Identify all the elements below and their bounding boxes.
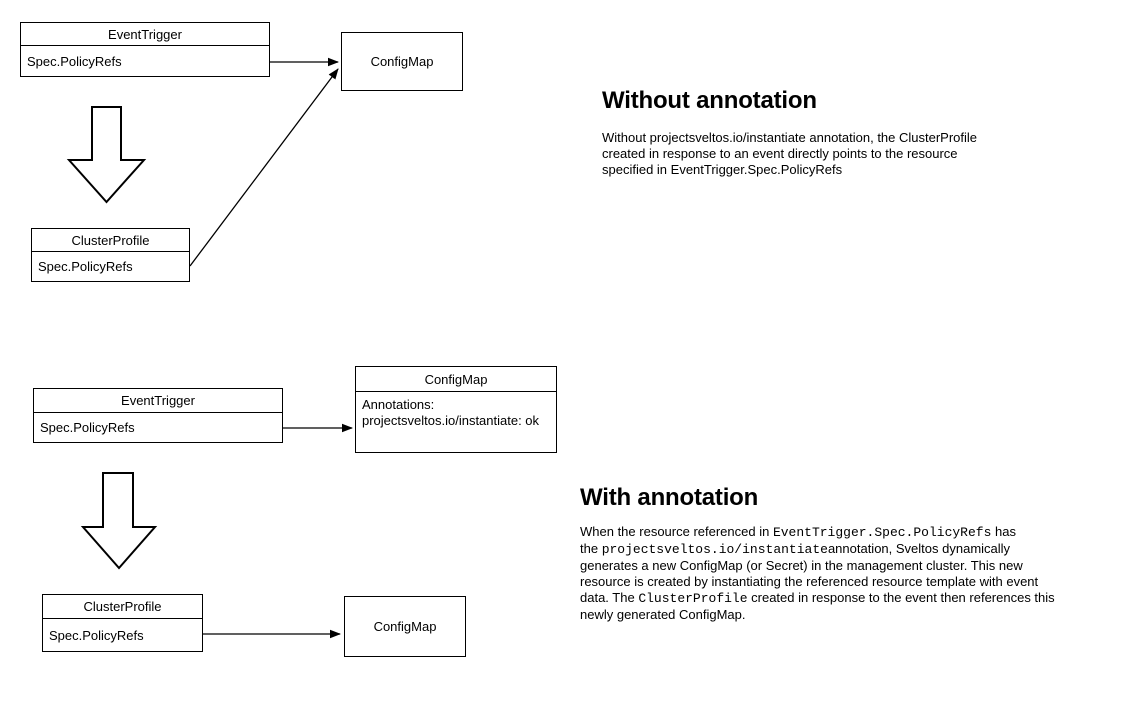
entity-field: Spec.PolicyRefs [49, 627, 144, 643]
text-line [580, 541, 1055, 558]
configmap-box [344, 596, 466, 657]
entity-title: ClusterProfile [43, 595, 202, 619]
text-segment: newly generated ConfigMap. [580, 607, 746, 622]
text-segment: resource is created by instantiating the referenced resource template with event [580, 574, 1039, 589]
entity-field: Spec.PolicyRefs [27, 53, 122, 69]
text-line: Annotations: [362, 397, 435, 412]
inline-code: projectsveltos.io/instantiate [601, 542, 828, 557]
down-arrow-icon [69, 107, 144, 202]
entity-title: ClusterProfile [32, 229, 189, 252]
configmap-annotated-box [355, 366, 557, 453]
text-segment: data. The [580, 590, 639, 605]
entity-field: Spec.PolicyRefs [40, 420, 135, 435]
clusterprofile-box [31, 228, 190, 282]
text-segment: When the resource referenced in [580, 524, 773, 539]
text-line: Without projectsveltos.io/instantiate annotation, the ClusterProfile [602, 130, 978, 145]
text-segment: the [580, 541, 602, 556]
eventtrigger-box [33, 388, 283, 443]
down-arrow-icon [83, 473, 155, 568]
entity-title: ConfigMap [370, 54, 434, 69]
text-segment: created in response to the event then references this [747, 590, 1055, 605]
text-line [580, 574, 1055, 590]
text-line: created in response to an event directly points to the resource [602, 146, 958, 161]
entity-title: EventTrigger [21, 23, 269, 46]
entity-field: Spec.PolicyRefs [38, 259, 133, 274]
without-annotation-paragraph [602, 130, 977, 178]
text-segment: generates a new ConfigMap (or Secret) in the management cluster. This new [580, 558, 1023, 573]
text-line: projectsveltos.io/instantiate: ok [362, 412, 540, 428]
with-annotation-heading: With annotation [580, 484, 759, 511]
text-line [580, 590, 1055, 607]
arrow-clusterprofile-to-configmap-diagonal [190, 69, 338, 266]
entity-annotations [356, 392, 556, 452]
entity-title: ConfigMap [356, 367, 556, 392]
text-line [580, 558, 1055, 574]
without-annotation-heading: Without annotation [602, 87, 817, 114]
inline-code: EventTrigger.Spec.PolicyRefs [772, 525, 992, 540]
text-segment: has [991, 524, 1016, 539]
eventtrigger-box [20, 22, 270, 77]
entity-title: ConfigMap [373, 619, 437, 634]
inline-code: ClusterProfile [638, 591, 748, 606]
configmap-box [341, 32, 463, 91]
text-line: specified in EventTrigger.Spec.PolicyRefs [602, 162, 843, 177]
text-line [580, 607, 1055, 623]
with-annotation-paragraph [580, 524, 1055, 623]
text-line [580, 524, 1055, 541]
clusterprofile-box [42, 594, 203, 652]
text-segment: annotation, Sveltos dynamically [827, 541, 1011, 556]
entity-title: EventTrigger [34, 389, 282, 413]
